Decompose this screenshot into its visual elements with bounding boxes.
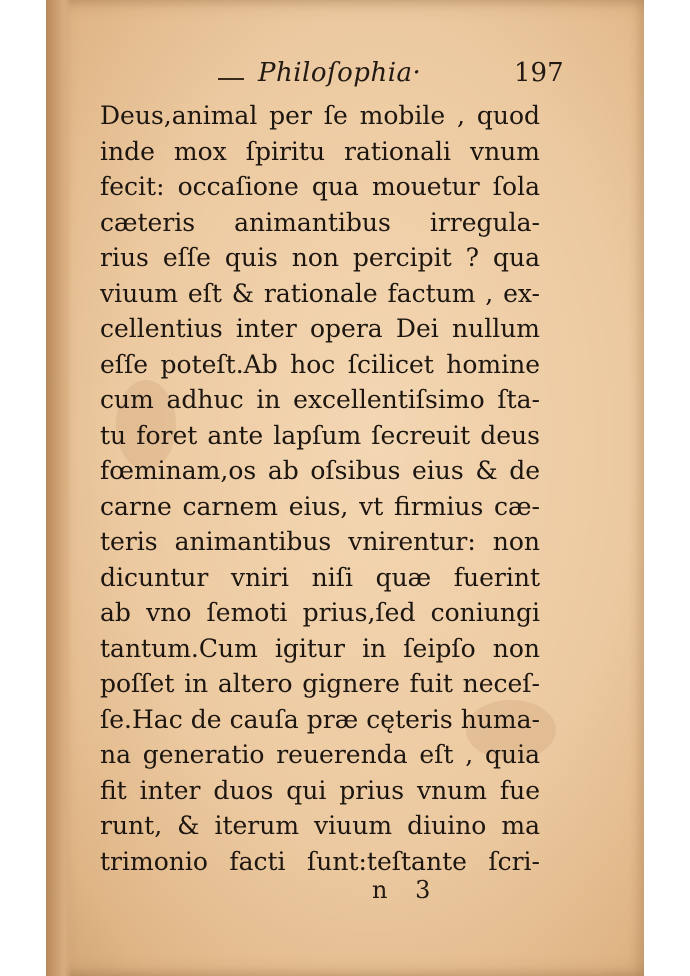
text-line: cellentius inter opera Dei nullum — [100, 314, 540, 343]
text-line: cæteris animantibus irregula- — [100, 207, 540, 237]
text-line: fecit: occaſione qua mouetur ſola — [100, 172, 540, 201]
text-line: ſe.Hac de cauſa præ cęteris huma- — [100, 704, 540, 734]
text-line: ab vno ſemoti prius,ſed coniungi — [100, 598, 540, 627]
text-line: runt, & iterum viuum diuino ma — [100, 811, 540, 840]
page-gutter — [46, 0, 72, 976]
text-line: fœminam,os ab oſsibus eius & de — [100, 456, 540, 485]
text-line: viuum eſt & rationale factum , ex- — [100, 278, 540, 308]
text-line: fit inter duos qui prius vnum fue — [100, 775, 540, 805]
text-line: inde mox ſpiritu rationali vnum — [100, 136, 540, 166]
signature-mark: n 3 — [372, 876, 441, 904]
text-line: tantum.Cum igitur in ſeipſo non — [100, 633, 540, 663]
text-line: trimonio facti ſunt:teſtante ſcri- — [100, 846, 540, 876]
text-line: teris animantibus vnirentur: non — [100, 527, 540, 556]
text-line: cum adhuc in excellentiſsimo ſta- — [100, 385, 540, 414]
text-line: dicuntur vniri niſi quæ fuerint — [100, 562, 540, 592]
text-line: Deus,animal per ſe mobile , quod — [100, 101, 540, 130]
text-line: poſſet in altero gignere fuit neceſ- — [100, 669, 540, 698]
page-header — [96, 58, 644, 98]
running-head: Philoſophia· — [258, 58, 422, 88]
header-rule — [218, 78, 244, 80]
text-line: carne carnem eius, vt firmius cæ- — [100, 491, 540, 521]
text-line: tu foret ante lapſum ſecreuit deus — [100, 420, 540, 450]
text-line: rius eſſe quis non percipit ? qua — [100, 243, 540, 272]
body-text — [100, 98, 540, 879]
text-line: eſſe poteſt.Ab hoc ſcilicet homine — [100, 349, 540, 379]
page-number: 197 — [514, 58, 564, 88]
text-line: na generatio reuerenda eſt , quia — [100, 740, 540, 769]
